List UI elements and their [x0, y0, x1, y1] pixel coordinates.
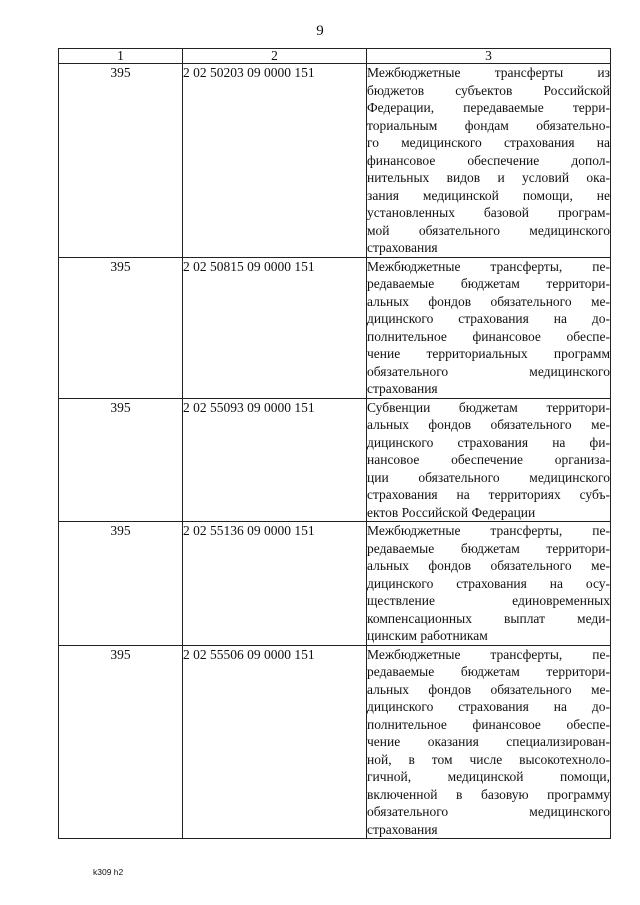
description-line: ториальным фондам обязательно-: [367, 117, 610, 133]
budget-classification-code-cell: 2 02 55093 09 0000 151: [183, 398, 367, 522]
column-header-1: 1: [59, 49, 183, 64]
description-line: нансовое обеспечение организа-: [367, 452, 610, 467]
description-line: финансовое обеспечение допол-: [367, 152, 610, 168]
column-header-2: 2: [183, 49, 367, 64]
description-line: обязательного медицинского: [367, 804, 610, 819]
description-line: альных фондов обязательного ме-: [367, 293, 610, 309]
admin-code-cell: 395: [59, 645, 183, 839]
table-header-row: [59, 49, 611, 64]
description-line: дицинского страхования на осу-: [367, 575, 610, 591]
description-line: включенной в базовую программу: [367, 786, 610, 802]
description-line: чение территориальных программ: [367, 346, 610, 361]
description-line: альных фондов обязательного ме-: [367, 681, 610, 697]
description-line: страхования на территориях субъ-: [367, 487, 610, 502]
description-line: альных фондов обязательного ме-: [367, 417, 610, 432]
description-line: ществление единовременных: [367, 593, 610, 608]
description-line: зания медицинской помощи, не: [367, 187, 610, 203]
description-line: установленных базовой програм-: [367, 205, 610, 220]
description-line: компенсационных выплат меди-: [367, 610, 610, 626]
description-line: Межбюджетные трансферты, пе-: [367, 258, 610, 274]
budget-classification-code-cell: 2 02 55136 09 0000 151: [183, 522, 367, 646]
description-cell: [367, 645, 611, 839]
description-line: чение оказания специализирован-: [367, 734, 610, 749]
table-body: [59, 64, 611, 839]
description-line: страхования: [367, 240, 438, 255]
description-line: Межбюджетные трансферты из: [367, 65, 610, 80]
description-line: редаваемые бюджетам территори-: [367, 276, 610, 291]
description-cell: [367, 522, 611, 646]
description-line: страхования: [367, 381, 438, 396]
description-line: дицинского страхования на фи-: [367, 434, 610, 450]
description-line: обязательного медицинского: [367, 363, 610, 379]
description-line: ции обязательного медицинского: [367, 469, 610, 485]
description-line: Межбюджетные трансферты, пе-: [367, 646, 610, 662]
table-row: [59, 398, 611, 522]
description-line: дицинского страхования на до-: [367, 699, 610, 714]
description-line: бюджетов субъектов Российской: [367, 82, 610, 98]
footer-document-code: k309 h2: [93, 867, 124, 877]
description-line: редаваемые бюджетам территори-: [367, 664, 610, 679]
description-cell: [367, 257, 611, 398]
description-line: ной, в том числе высокотехноло-: [367, 751, 610, 767]
description-line: полнительное финансовое обеспе-: [367, 328, 610, 344]
description-line: го медицинского страхования на: [367, 135, 610, 150]
budget-classification-code-cell: 2 02 50203 09 0000 151: [183, 64, 367, 258]
budget-codes-table: [58, 48, 611, 839]
table-row: [59, 522, 611, 646]
description-line: нительных видов и условий ока-: [367, 170, 610, 185]
description-line: дицинского страхования на до-: [367, 311, 610, 326]
description-line: гичной, медицинской помощи,: [367, 769, 610, 784]
admin-code-cell: 395: [59, 522, 183, 646]
budget-classification-code-cell: 2 02 55506 09 0000 151: [183, 645, 367, 839]
description-line: страхования: [367, 821, 438, 837]
table-row: [59, 257, 611, 398]
description-cell: [367, 398, 611, 522]
admin-code-cell: 395: [59, 64, 183, 258]
description-line: полнительное финансовое обеспе-: [367, 716, 610, 732]
page-number: 9: [316, 23, 324, 39]
description-line: Субвенции бюджетам территори-: [367, 399, 610, 415]
admin-code-cell: 395: [59, 398, 183, 522]
admin-code-cell: 395: [59, 257, 183, 398]
description-line: цинским работникам: [367, 628, 488, 643]
description-line: альных фондов обязательного ме-: [367, 558, 610, 573]
table-row: [59, 64, 611, 258]
description-cell: [367, 64, 611, 258]
description-line: Федерации, передаваемые терри-: [367, 100, 610, 115]
table-row: [59, 645, 611, 839]
description-line: редаваемые бюджетам территори-: [367, 540, 610, 556]
description-line: ектов Российской Федерации: [367, 504, 536, 520]
description-line: мой обязательного медицинского: [367, 222, 610, 238]
column-header-3: 3: [367, 49, 611, 64]
budget-classification-code-cell: 2 02 50815 09 0000 151: [183, 257, 367, 398]
description-line: Межбюджетные трансферты, пе-: [367, 523, 610, 538]
